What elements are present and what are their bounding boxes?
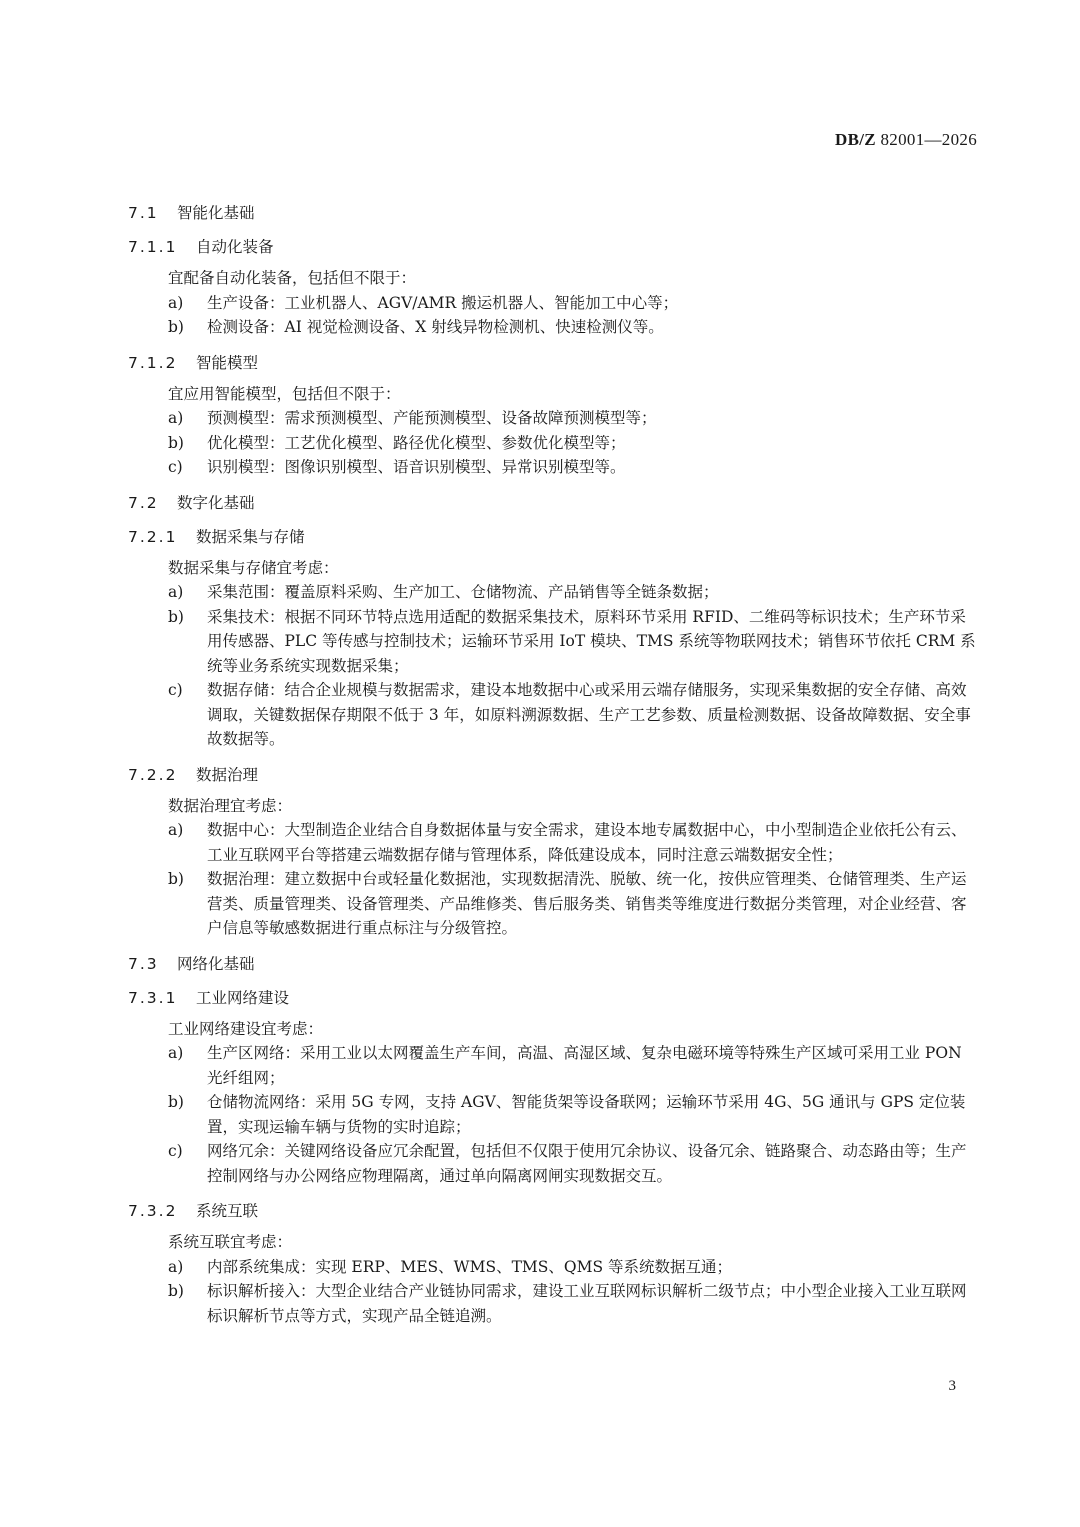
section-number: 7.2 [128,493,159,512]
list-text: 检测设备：AI 视觉检测设备、X 射线异物检测机、快速检测仪等。 [207,318,664,336]
section-number: 7.3.2 [128,1202,178,1220]
list-marker: a) [168,409,184,427]
list-item [128,1090,980,1139]
list-marker: a) [168,583,184,601]
list-item [128,291,980,316]
list-marker: a) [168,293,184,312]
list-item [128,1255,980,1280]
document-body [128,196,980,1328]
list-marker: a) [168,821,184,839]
section-heading-7-3-2 [128,1194,980,1228]
list-item [128,431,980,456]
list-text: 识别模型：图像识别模型、语音识别模型、异常识别模型等。 [207,458,626,476]
section-intro: 系统互联宜考虑： [168,1233,293,1251]
section-title: 自动化装备 [196,238,274,256]
list-text: 数据存储：结合企业规模与数据需求，建设本地数据中心或采用云端存储服务，实现采集数据的安全存储、高效调取，关键数据保存期限不低于 3 年，如原料溯源数据、生产工艺参数、质量检测数据、设备故障数据、安全事故数据等。 [207,681,971,748]
section-title: 数据治理 [196,765,259,784]
list-item [128,580,980,605]
list-marker: b) [168,318,184,336]
section-title: 数据采集与存储 [196,527,305,546]
section-heading-7-1-1 [128,230,980,264]
list-item [128,1139,980,1188]
section-heading-7-1-2 [128,346,980,380]
list-text: 采集范围：覆盖原料采购、生产加工、仓储物流、产品销售等全链条数据； [207,583,719,601]
section-title: 智能化基础 [177,204,255,222]
standard-code [835,130,977,150]
list-marker: b) [168,1093,184,1111]
list-item [128,678,980,752]
section-number: 7.1.2 [128,353,178,372]
list-text: 优化模型：工艺优化模型、路径优化模型、参数优化模型等； [207,433,626,452]
list-marker: b) [168,607,184,626]
list-text: 预测模型：需求预测模型、产能预测模型、设备故障预测模型等； [207,409,657,427]
section-heading-7-2-1 [128,520,980,554]
list-marker: a) [168,1044,184,1062]
list-marker: c) [168,458,183,476]
section-heading-7-1 [128,196,980,230]
list-text: 数据中心：大型制造企业结合自身数据体量与安全需求，建设本地专属数据中心，中小型制造企业依托公有云、工业互联网平台等搭建云端数据存储与管理体系，降低建设成本，同时注意云端数据安全性； [207,821,967,864]
section-title: 网络化基础 [177,954,255,973]
list-item [128,455,980,480]
list-text: 采集技术：根据不同环节特点选用适配的数据采集技术，原料环节采用 RFID、二维码等标识技术；生产环节采用传感器、PLC 等传感与控制技术；运输环节采用 IoT 模块、TMS 系统等物联网技术；销售环节依托 CRM 系统等业务系统实现数据采集； [207,607,976,675]
list-marker: b) [168,433,184,452]
list-text: 网络冗余：关键网络设备应冗余配置，包括但不仅限于使用冗余协议、设备冗余、链路聚合、动态路由等；生产控制网络与办公网络应物理隔离，通过单向隔离网闸实现数据交互。 [207,1142,967,1185]
section-number: 7.1 [128,204,159,222]
list-text: 内部系统集成：实现 ERP、MES、WMS、TMS、QMS 等系统数据互通； [207,1257,733,1276]
list-text: 仓储物流网络：采用 5G 专网，支持 AGV、智能货架等设备联网；运输环节采用 4G、5G 通讯与 GPS 定位装置，实现运输车辆与货物的实时追踪； [207,1093,966,1136]
section-intro: 数据治理宜考虑： [168,796,293,815]
list-item [128,406,980,431]
section-heading-7-3-1 [128,981,980,1015]
list-item [128,818,980,867]
section-intro: 数据采集与存储宜考虑： [168,558,339,577]
list-text: 生产区网络：采用工业以太网覆盖生产车间，高温、高湿区域、复杂电磁环境等特殊生产区域可采用工业 PON 光纤组网； [207,1044,962,1087]
list-item [128,1041,980,1090]
page-number: 3 [948,1378,956,1394]
section-intro: 宜配备自动化装备，包括但不限于： [168,269,417,287]
list-item [128,315,980,340]
list-item [128,1279,980,1328]
section-heading-7-2 [128,486,980,520]
list-text: 生产设备：工业机器人、AGV/AMR 搬运机器人、智能加工中心等； [207,293,679,312]
list-text: 数据治理：建立数据中台或轻量化数据池，实现数据清洗、脱敏、统一化，按供应管理类、仓储管理类、生产运营类、质量管理类、设备管理类、产品维修类、售后服务类、销售类等维度进行数据分类管理，对企业经营、客户信息等敏感数据进行重点标注与分级管控。 [207,870,967,937]
section-intro: 工业网络建设宜考虑： [168,1019,324,1038]
section-number: 7.1.1 [128,238,178,256]
section-intro: 宜应用智能模型，包括但不限于： [168,384,401,403]
list-item [128,867,980,941]
section-number: 7.3 [128,954,159,973]
list-marker: c) [168,681,183,699]
section-number: 7.3.1 [128,988,178,1007]
list-marker: b) [168,870,184,888]
section-number: 7.2.1 [128,527,178,546]
section-number: 7.2.2 [128,765,178,784]
section-heading-7-2-2 [128,758,980,792]
section-heading-7-3 [128,947,980,981]
standard-code-number: 82001—2026 [880,130,977,149]
section-title: 工业网络建设 [196,988,290,1007]
list-item [128,605,980,679]
section-title: 系统互联 [196,1202,259,1220]
section-title: 智能模型 [196,353,259,372]
list-marker: b) [168,1282,184,1300]
list-text: 标识解析接入：大型企业结合产业链协同需求，建设工业互联网标识解析二级节点；中小型企业接入工业互联网标识解析节点等方式，实现产品全链追溯。 [207,1282,967,1325]
list-marker: c) [168,1142,183,1160]
standard-code-prefix: DB/Z [835,130,876,149]
section-title: 数字化基础 [177,493,255,512]
list-marker: a) [168,1257,184,1276]
